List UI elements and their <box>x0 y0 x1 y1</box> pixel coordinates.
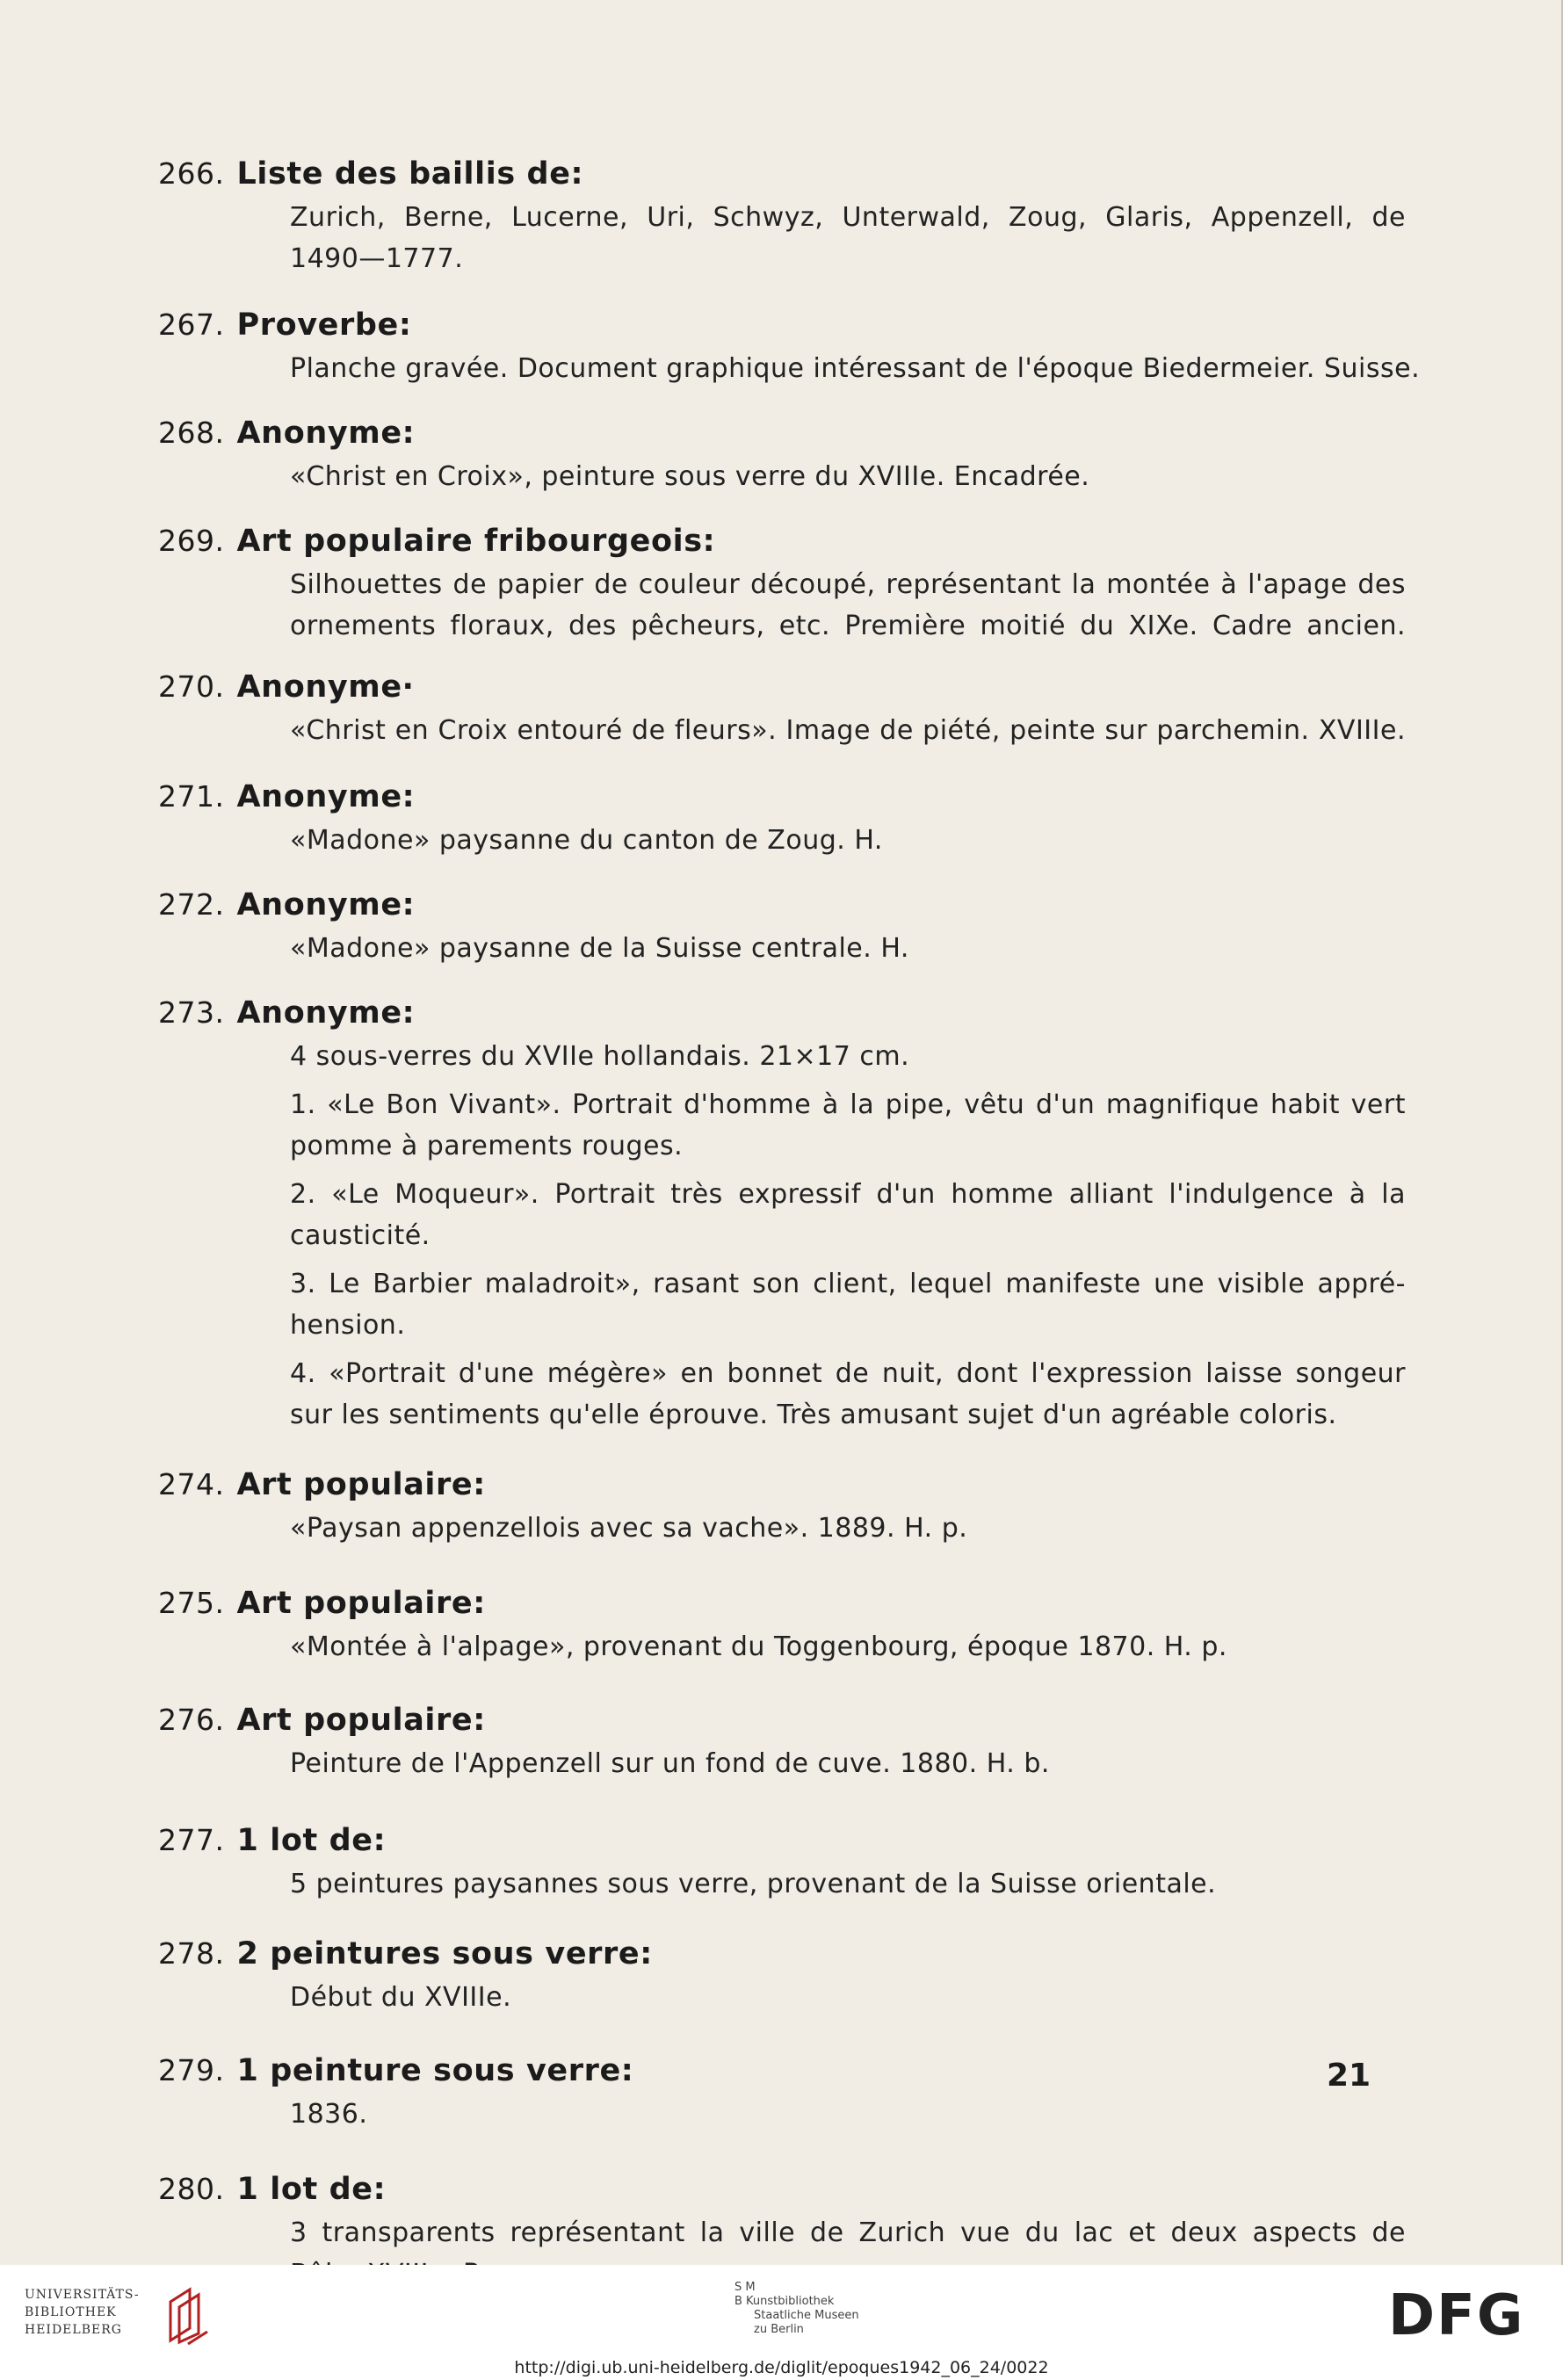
catalogue-entry <box>158 664 1406 751</box>
entry-number: 273. <box>158 995 225 1030</box>
catalogue-entry <box>158 990 1406 1436</box>
entry-title: Anonyme: <box>236 779 416 814</box>
stamp-line-4: zu Berlin <box>754 2323 804 2336</box>
entry-heading <box>158 410 1406 456</box>
entry-title: Art populaire: <box>236 1703 486 1738</box>
entry-title: Art populaire: <box>236 1586 486 1621</box>
entry-heading <box>158 1931 1406 1977</box>
catalogue-entry <box>158 2048 1406 2135</box>
entry-description-line: 2. «Le Moqueur». Portrait très expressif d'un homme alliant l'indulgence à la <box>290 1179 1406 1210</box>
catalogue-entry <box>158 302 1421 389</box>
entry-description-line: «Madone» paysanne du canton de Zoug. H. <box>290 825 883 856</box>
entry-description-line: Planche gravée. Document graphique intéressant de l'époque Biedermeier. Suisse. <box>290 353 1421 384</box>
catalogue-entry <box>158 410 1406 497</box>
catalogue-entry <box>158 1462 1406 1549</box>
entry-number: 279. <box>158 2053 225 2087</box>
entry-number: 276. <box>158 1703 225 1737</box>
entry-description-line: causticité. <box>290 1220 431 1251</box>
entry-description-line: 1490—1777. <box>290 243 464 274</box>
viewer-footer <box>0 2265 1563 2380</box>
entry-number: 278. <box>158 1936 225 1971</box>
dfg-logo[interactable]: DFG <box>1388 2283 1525 2348</box>
source-url-link[interactable]: http://digi.ub.uni-heidelberg.de/diglit/epoques1942_06_24/0022 <box>514 2358 1049 2377</box>
entry-heading <box>158 518 1406 564</box>
university-library-logo[interactable] <box>25 2282 288 2353</box>
entry-description-line: 3 transparents représentant la ville de Zurich vue du lac et deux aspects de <box>290 2217 1406 2248</box>
library-name-line-3: HEIDELBERG <box>25 2323 122 2337</box>
entry-heading <box>158 2167 1406 2212</box>
entry-description-line: 4. «Portrait d'une mégère» en bonnet de nuit, dont l'expression laisse songeur <box>290 1358 1406 1389</box>
entry-description-line: Peinture de l'Appenzell sur un fond de cuve. 1880. H. b. <box>290 1748 1050 1779</box>
entry-title: Art populaire fribourgeois: <box>236 524 716 559</box>
entry-description-line: «Madone» paysanne de la Suisse centrale. H. <box>290 933 909 964</box>
museum-stamp <box>734 2281 945 2360</box>
entry-number: 280. <box>158 2172 225 2206</box>
entry-title: 1 peinture sous verre: <box>236 2053 634 2088</box>
entry-number: 277. <box>158 1823 225 1857</box>
entry-heading <box>158 882 1406 928</box>
library-emblem-icon <box>163 2284 216 2347</box>
entry-description-line: sur les sentiments qu'elle éprouve. Très amusant sujet d'un agréable coloris. <box>290 1400 1337 1430</box>
entry-description-line: «Paysan appenzellois avec sa vache». 1889. H. p. <box>290 1513 968 1544</box>
entry-heading <box>158 774 1406 820</box>
catalogue-entry <box>158 151 1406 279</box>
entry-description-line: «Christ en Croix entouré de fleurs». Image de piété, peinte sur parchemin. XVIIIe. <box>290 715 1406 746</box>
catalogue-entry <box>158 1697 1406 1784</box>
stamp-line-2: B Kunstbibliothek <box>734 2295 835 2308</box>
entry-description-line: Début du XVIIIe. <box>290 1982 512 2013</box>
catalogue-entry <box>158 1581 1406 1667</box>
entry-description-line: Zurich, Berne, Lucerne, Uri, Schwyz, Unterwald, Zoug, Glaris, Appenzell, de <box>290 202 1406 233</box>
entry-title: Anonyme: <box>236 887 416 922</box>
entry-title: Anonyme: <box>236 995 416 1031</box>
entry-number: 271. <box>158 779 225 814</box>
entry-description-line: Silhouettes de papier de couleur découpé, représentant la montée à l'apage des <box>290 569 1406 600</box>
entry-description-line: 3. Le Barbier maladroit», rasant son client, lequel manifeste une visible appré- <box>290 1269 1406 1299</box>
entry-description-line: hension. <box>290 1310 406 1341</box>
page-number: 21 <box>1327 2058 1371 2094</box>
entry-title: Proverbe: <box>236 307 412 343</box>
entry-description-line: 1836. <box>290 2099 368 2130</box>
entry-heading <box>158 990 1406 1036</box>
entry-title: Anonyme· <box>236 669 415 705</box>
entry-title: 1 lot de: <box>236 2172 387 2207</box>
entry-description-line: 4 sous-verres du XVIIe hollandais. 21×17 cm. <box>290 1041 910 1072</box>
catalogue-entries <box>158 151 1421 2295</box>
library-name-line-1: UNIVERSITÄTS- <box>25 2288 140 2302</box>
entry-heading <box>158 1697 1406 1743</box>
entry-heading <box>158 151 1406 197</box>
catalogue-entry <box>158 1931 1406 2018</box>
entry-number: 274. <box>158 1467 225 1501</box>
entry-number: 270. <box>158 669 225 704</box>
entry-number: 266. <box>158 156 225 191</box>
catalogue-entry <box>158 882 1406 969</box>
entry-heading <box>158 1581 1406 1626</box>
stamp-line-1: S M <box>734 2281 756 2294</box>
entry-heading <box>158 664 1406 710</box>
catalogue-entry <box>158 1818 1406 1905</box>
entry-number: 268. <box>158 416 225 450</box>
entry-title: 1 lot de: <box>236 1823 387 1858</box>
entry-description-line: 1. «Le Bon Vivant». Portrait d'homme à la pipe, vêtu d'un magnifique habit vert <box>290 1089 1406 1120</box>
entry-description-line: «Montée à l'alpage», provenant du Toggenbourg, époque 1870. H. p. <box>290 1631 1227 1662</box>
stamp-line-3: Staatliche Museen <box>754 2309 859 2322</box>
entry-description-line: pomme à parements rouges. <box>290 1131 684 1161</box>
entry-title: 2 peintures sous verre: <box>236 1936 653 1971</box>
entry-number: 275. <box>158 1586 225 1620</box>
entry-number: 267. <box>158 307 225 342</box>
entry-title: Anonyme: <box>236 416 416 451</box>
entry-heading <box>158 2048 1406 2094</box>
library-name-line-2: BIBLIOTHEK <box>25 2305 117 2319</box>
entry-heading <box>158 1818 1406 1863</box>
catalogue-entry <box>158 518 1406 647</box>
entry-number: 269. <box>158 524 225 558</box>
entry-description-line: 5 peintures paysannes sous verre, provenant de la Suisse orientale. <box>290 1869 1217 1899</box>
entry-description-line: ornements floraux, des pêcheurs, etc. Première moitié du XIXe. Cadre ancien. <box>290 611 1406 641</box>
entry-title: Art populaire: <box>236 1467 486 1502</box>
entry-title: Liste des baillis de: <box>236 156 584 192</box>
entry-heading <box>158 1462 1406 1508</box>
catalogue-entry <box>158 774 1406 861</box>
entry-number: 272. <box>158 887 225 922</box>
entry-description-line: «Christ en Croix», peinture sous verre du XVIIIe. Encadrée. <box>290 461 1090 492</box>
entry-heading <box>158 302 1406 348</box>
